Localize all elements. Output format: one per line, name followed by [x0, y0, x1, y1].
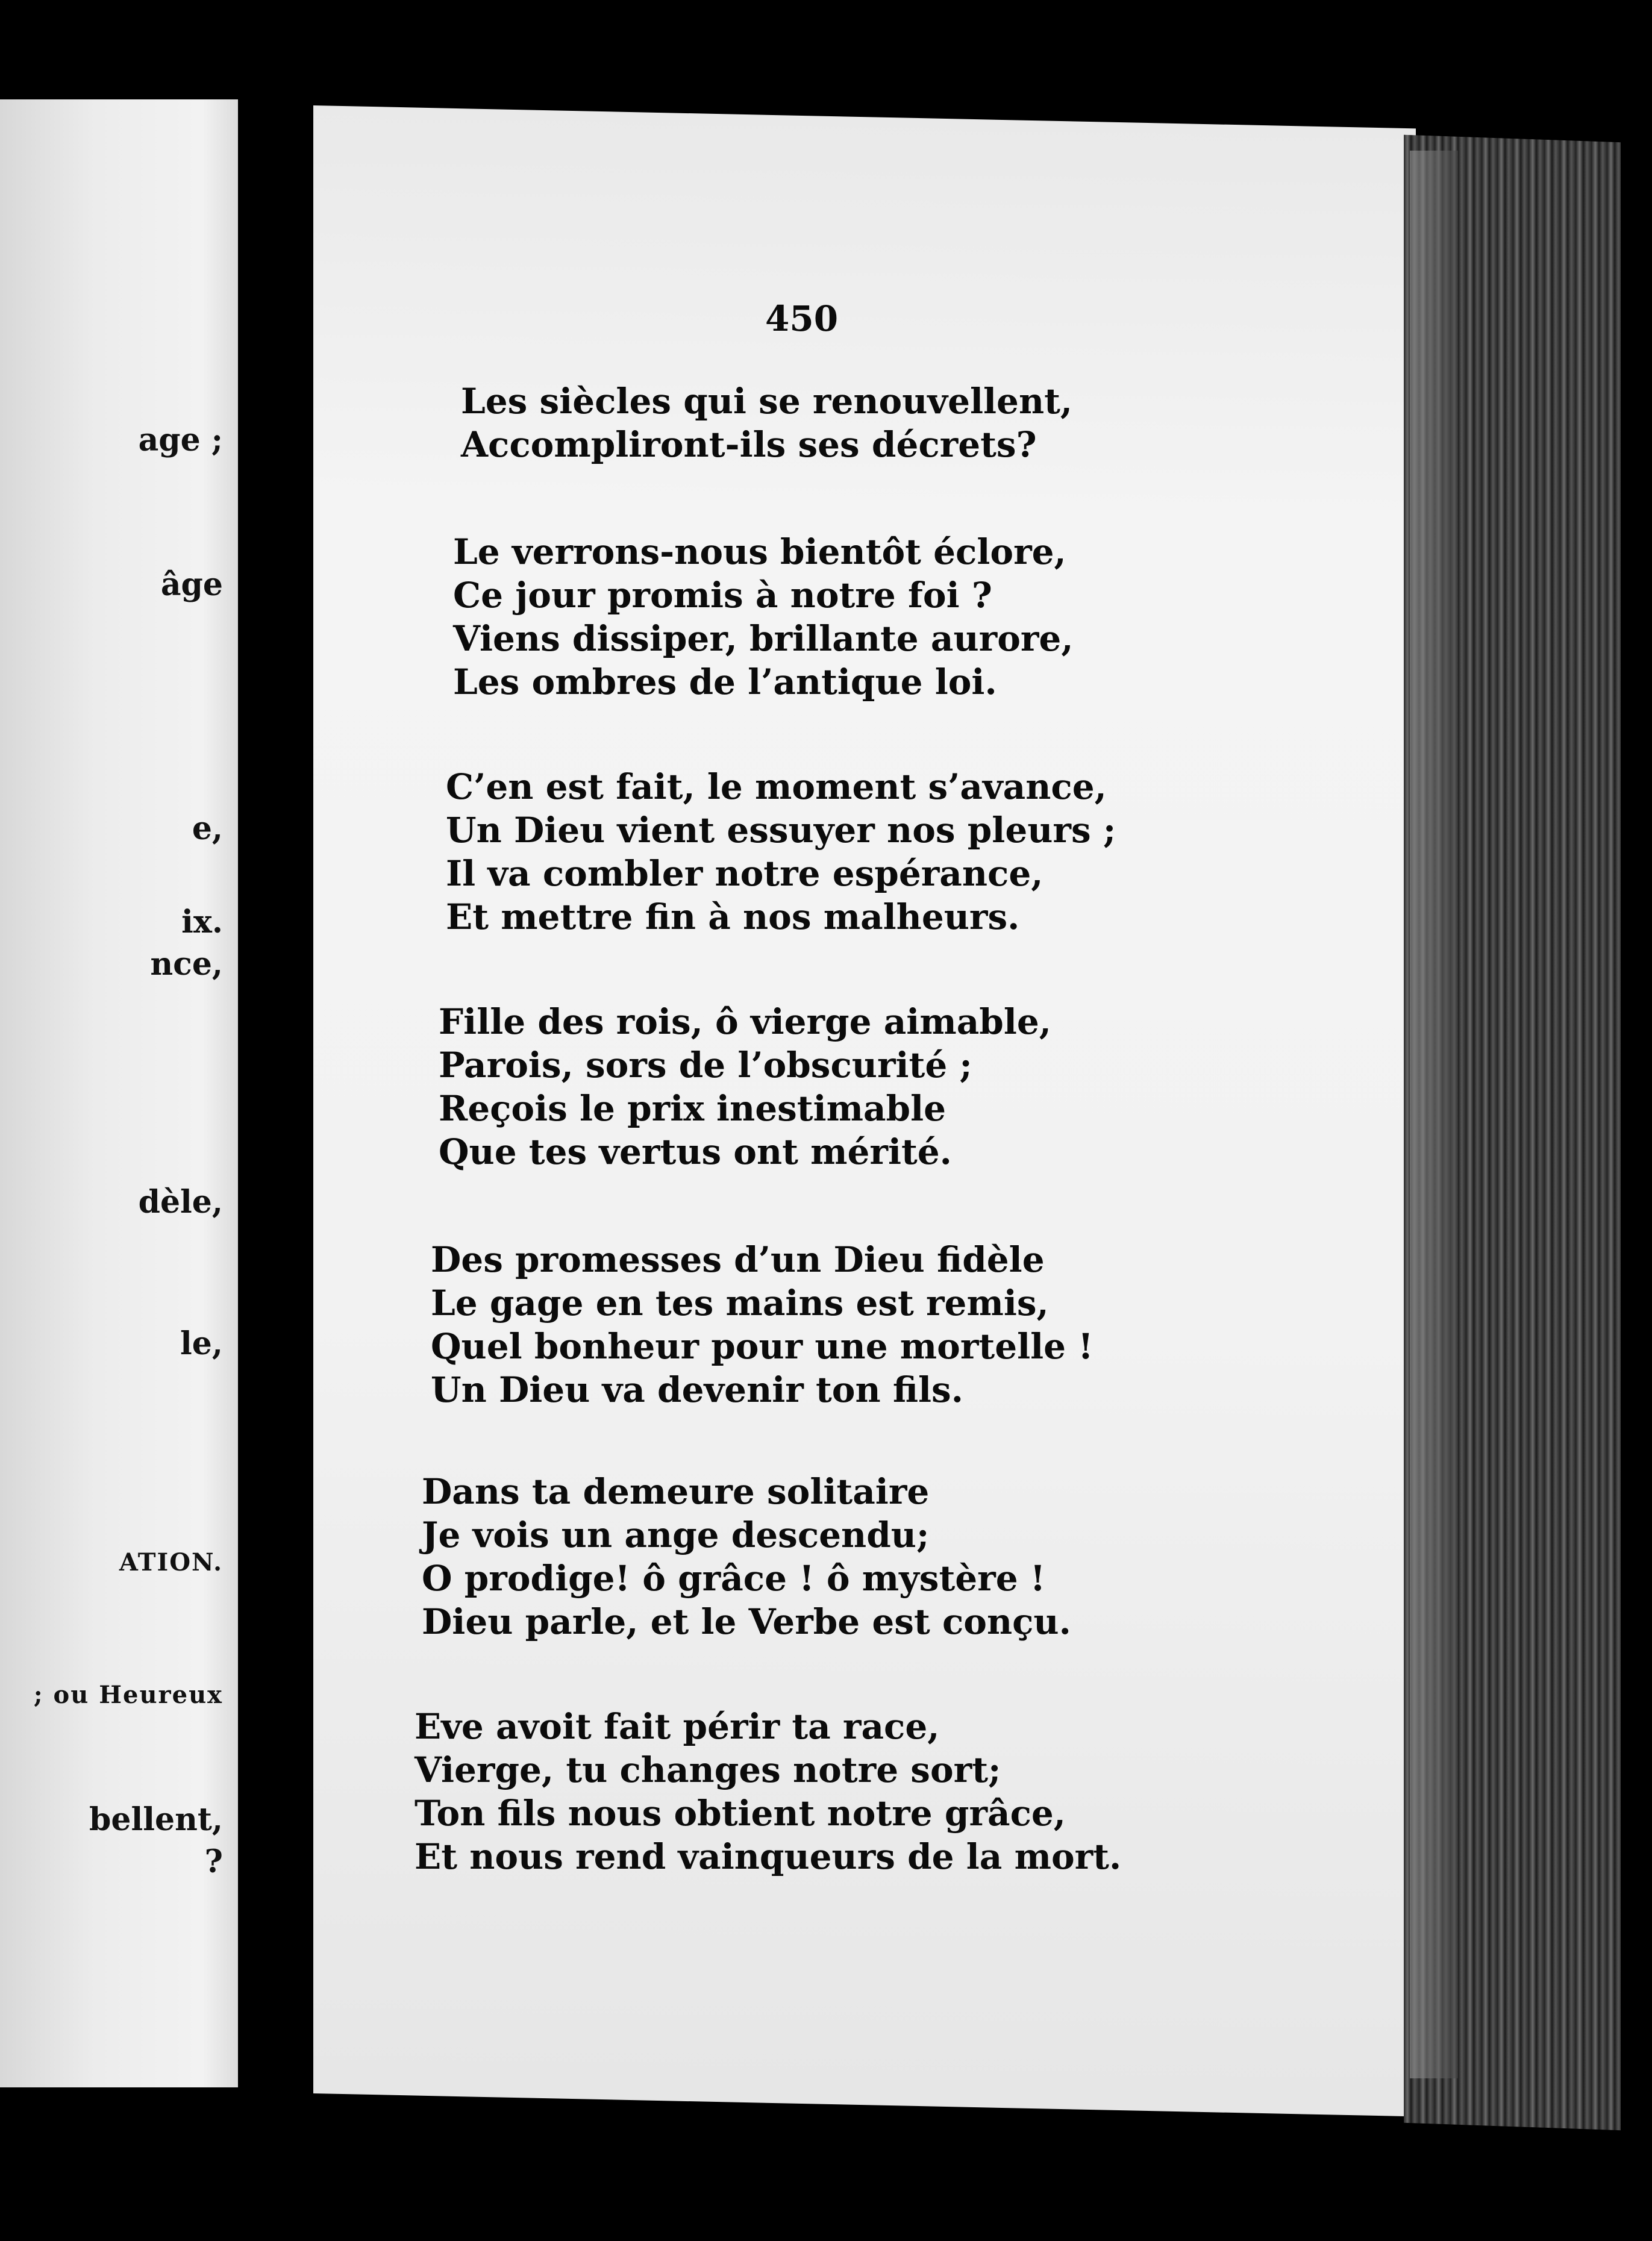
left-page-fragment: age ; — [138, 422, 223, 458]
verse-line: Fille des rois, ô vierge aimable, — [439, 1001, 1051, 1042]
verse-line: Des promesses d’un Dieu fidèle — [431, 1239, 1045, 1280]
verse-line: Il va combler notre espérance, — [446, 853, 1043, 894]
left-page-fragment: nce, — [150, 946, 223, 983]
left-page-fragment: le, — [180, 1325, 223, 1362]
stanza — [422, 1470, 1175, 1643]
stanza — [453, 530, 1206, 704]
verse-line: Accompliront-ils ses décrets? — [461, 424, 1037, 465]
verse-line: O prodige! ô grâce ! ô mystère ! — [422, 1558, 1046, 1599]
page-number: 450 — [765, 298, 839, 339]
verse-line: Dieu parle, et le Verbe est conçu. — [422, 1601, 1071, 1642]
stanza — [439, 1000, 1192, 1174]
stanza — [431, 1238, 1184, 1411]
left-page-fragment: ? — [204, 1843, 223, 1880]
book-gutter — [238, 0, 316, 2241]
stanza — [461, 380, 1214, 466]
verse-line: Ce jour promis à notre foi ? — [453, 575, 992, 616]
left-page-fragment: ; ou Heureux — [33, 1681, 223, 1709]
verse-line: Reçois le prix inestimable — [439, 1088, 946, 1129]
stanza — [415, 1705, 1168, 1878]
left-page-fragment: ATION. — [119, 1548, 223, 1577]
verse-line: Quel bonheur pour une mortelle ! — [431, 1326, 1094, 1367]
verse-line: Un Dieu va devenir ton fils. — [431, 1369, 963, 1410]
verse-line: Ton fils nous obtient notre grâce, — [415, 1793, 1066, 1834]
left-page-fragment: e, — [192, 810, 223, 847]
verse-line: Le gage en tes mains est remis, — [431, 1283, 1049, 1324]
verse-line: Le verrons-nous bientôt éclore, — [453, 531, 1066, 572]
verse-line: Dans ta demeure solitaire — [422, 1471, 930, 1512]
left-page-fragment: âge — [160, 566, 223, 603]
verse-line: Et mettre fin à nos malheurs. — [446, 896, 1020, 937]
stanza — [446, 765, 1199, 939]
page-edges-highlight — [1410, 151, 1458, 2078]
verse-line: Parois, sors de l’obscurité ; — [439, 1045, 972, 1086]
verse-line: C’en est fait, le moment s’avance, — [446, 766, 1107, 807]
verse-line: Que tes vertus ont mérité. — [439, 1131, 952, 1172]
verse-line: Vierge, tu changes notre sort; — [415, 1749, 1001, 1790]
facing-page-left — [0, 99, 238, 2087]
verse-line: Un Dieu vient essuyer nos pleurs ; — [446, 810, 1116, 851]
verse-line: Les ombres de l’antique loi. — [453, 661, 997, 702]
verse-line: Et nous rend vainqueurs de la mort. — [415, 1836, 1122, 1877]
left-page-fragment: dèle, — [138, 1184, 223, 1221]
left-page-fragment: bellent, — [89, 1801, 223, 1838]
left-page-fragment: ix. — [181, 904, 223, 940]
verse-line: Je vois un ange descendu; — [422, 1514, 930, 1555]
verse-line: Viens dissiper, brillante aurore, — [453, 618, 1074, 659]
verse-line: Les siècles qui se renouvellent, — [461, 381, 1073, 422]
verse-line: Eve avoit fait périr ta race, — [415, 1706, 940, 1747]
